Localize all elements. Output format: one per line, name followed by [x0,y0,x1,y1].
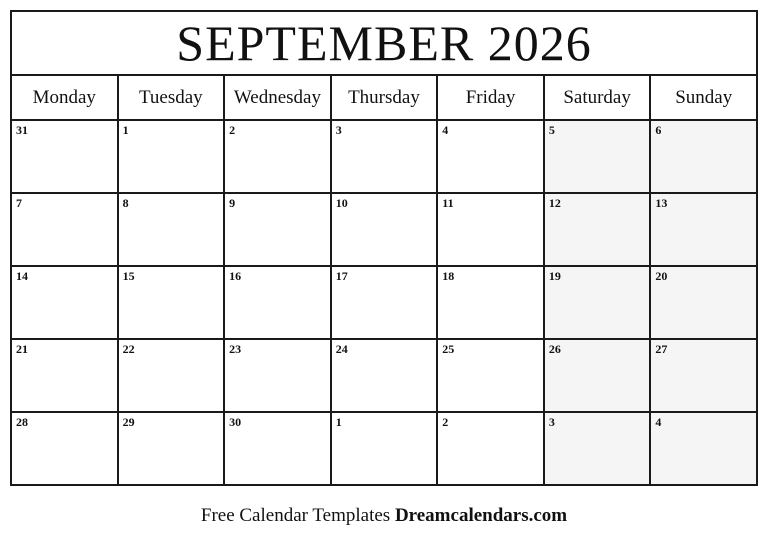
calendar-day-cell [331,193,438,266]
day-number: 9 [229,196,236,210]
day-number: 17 [335,269,348,283]
calendar-day-cell [11,266,118,339]
day-number: 2 [229,123,236,137]
day-number: 1 [335,415,342,429]
day-number: 31 [16,123,28,137]
calendar-week-row [11,412,757,485]
day-number: 24 [335,342,348,356]
day-number: 12 [548,196,561,210]
weekday-header-row [11,75,757,120]
weekday-header-friday: Friday [437,75,544,120]
calendar-day-cell [331,412,438,485]
calendar-table [10,74,758,486]
weekday-header-wednesday: Wednesday [224,75,331,120]
day-number: 19 [548,269,561,283]
calendar-week-row [11,193,757,266]
day-number: 27 [655,342,668,356]
calendar-day-cell [650,193,757,266]
calendar-day-cell [650,120,757,193]
day-number: 4 [442,123,449,137]
calendar-day-cell [11,412,118,485]
footer [0,505,768,527]
day-number: 29 [122,415,135,429]
calendar-day-cell [437,266,544,339]
day-number: 15 [122,269,135,283]
calendar-day-cell [118,120,225,193]
day-number: 3 [335,123,342,137]
calendar-day-cell [650,266,757,339]
weekday-header-monday: Monday [11,75,118,120]
day-number: 13 [655,196,668,210]
day-number: 14 [16,269,28,283]
calendar-day-cell [11,193,118,266]
day-number: 20 [655,269,668,283]
calendar-day-cell [650,339,757,412]
calendar-day-cell [544,266,651,339]
calendar-day-cell [224,339,331,412]
day-number: 26 [548,342,561,356]
day-number: 1 [122,123,129,137]
calendar-day-cell [224,120,331,193]
calendar-week-row [11,120,757,193]
calendar-day-cell [544,339,651,412]
calendar-day-cell [331,120,438,193]
calendar-grid [11,120,757,485]
day-number: 18 [442,269,455,283]
calendar-day-cell [11,339,118,412]
day-number: 21 [16,342,28,356]
day-number: 8 [122,196,129,210]
calendar-day-cell [224,412,331,485]
footer-text: Free Calendar Templates [200,505,391,526]
calendar-day-cell [650,412,757,485]
weekday-header-tuesday: Tuesday [118,75,225,120]
calendar-title-box [10,10,758,76]
calendar-day-cell [544,193,651,266]
day-number: 30 [229,415,242,429]
day-number: 10 [335,196,348,210]
calendar-day-cell [118,266,225,339]
day-number: 3 [548,415,555,429]
day-number: 22 [122,342,135,356]
weekday-header-sunday: Sunday [650,75,757,120]
day-number: 2 [442,415,449,429]
day-number: 6 [655,123,662,137]
day-number: 4 [655,415,662,429]
calendar [10,10,758,486]
weekday-header-thursday: Thursday [331,75,438,120]
calendar-day-cell [224,193,331,266]
calendar-day-cell [544,120,651,193]
footer-brand: Dreamcalendars.com [394,505,568,526]
calendar-day-cell [118,193,225,266]
calendar-day-cell [437,193,544,266]
calendar-title: SEPTEMBER 2026 [176,15,592,71]
day-number: 7 [16,196,22,210]
calendar-day-cell [118,412,225,485]
day-number: 5 [548,123,555,137]
calendar-day-cell [224,266,331,339]
day-number: 28 [16,415,28,429]
day-number: 11 [442,196,454,210]
calendar-day-cell [331,339,438,412]
day-number: 16 [229,269,242,283]
calendar-day-cell [437,120,544,193]
weekday-header-saturday: Saturday [544,75,651,120]
calendar-day-cell [331,266,438,339]
calendar-day-cell [544,412,651,485]
calendar-week-row [11,339,757,412]
calendar-day-cell [118,339,225,412]
day-number: 23 [229,342,242,356]
calendar-day-cell [437,339,544,412]
calendar-day-cell [437,412,544,485]
calendar-week-row [11,266,757,339]
calendar-day-cell [11,120,118,193]
day-number: 25 [442,342,455,356]
